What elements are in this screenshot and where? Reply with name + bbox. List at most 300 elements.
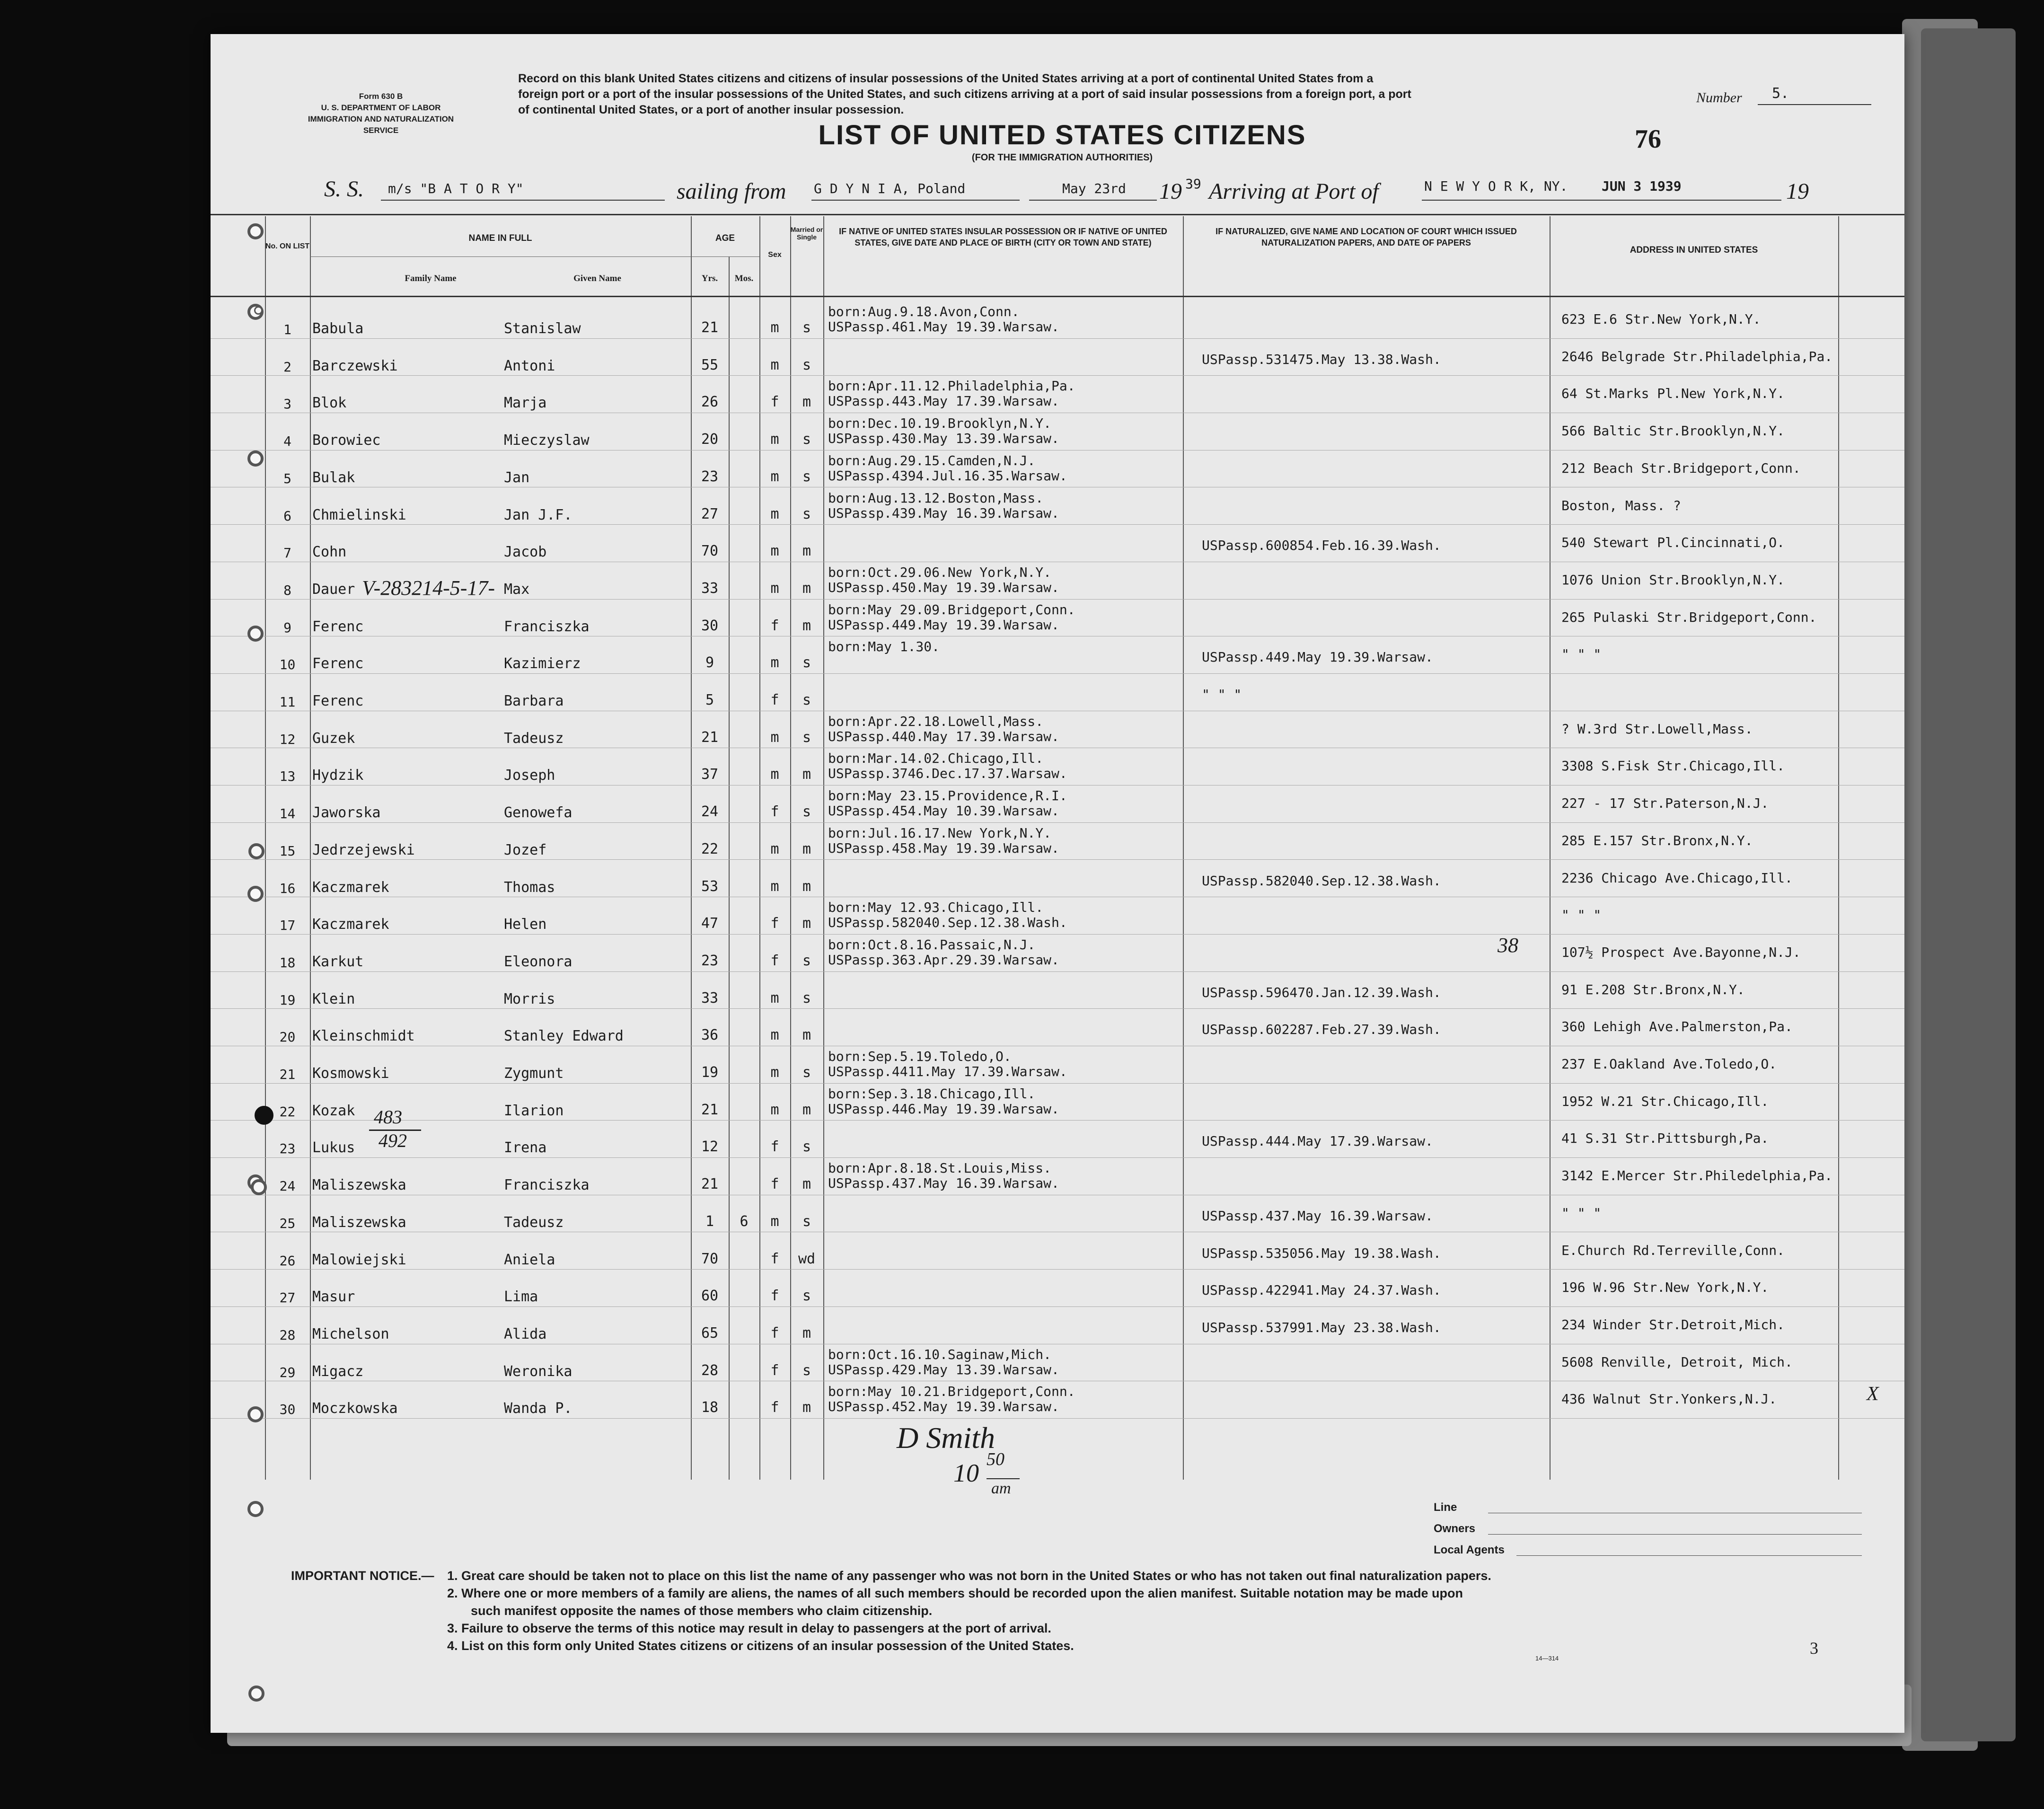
- table-top-rule: [211, 214, 1904, 215]
- sex: f: [770, 915, 779, 932]
- table-row: [211, 1195, 1904, 1233]
- row-number: 3: [283, 396, 291, 412]
- sex: m: [770, 1064, 779, 1081]
- address: 41 S.31 Str.Pittsburgh,Pa.: [1561, 1130, 1769, 1147]
- birth-info-line2: USPassp.454.May 10.39.Warsaw.: [828, 803, 1059, 819]
- given-name: Antoni: [504, 357, 555, 374]
- birth-info-line1: born:Aug.13.12.Boston,Mass.: [828, 490, 1044, 506]
- table-row: [211, 748, 1904, 785]
- address: 436 Walnut Str.Yonkers,N.J.: [1561, 1391, 1777, 1407]
- age-years: 21: [701, 319, 719, 336]
- table-row: [211, 450, 1904, 488]
- service-name: IMMIGRATION AND NATURALIZATION SERVICE: [308, 115, 454, 135]
- birth-info-line1: born:May 10.21.Bridgeport,Conn.: [828, 1384, 1075, 1400]
- birth-info-line1: born:Dec.10.19.Brooklyn,N.Y.: [828, 415, 1052, 432]
- form-code: 14—314: [1535, 1655, 1559, 1662]
- sex: m: [770, 989, 779, 1006]
- row-number: 27: [279, 1290, 296, 1306]
- trailing-year: 19: [1786, 179, 1809, 204]
- table-row: [211, 413, 1904, 450]
- number-label: Number: [1696, 90, 1742, 106]
- table-row: [211, 823, 1904, 860]
- marital-status: m: [802, 1101, 811, 1118]
- family-name: Michelson: [312, 1325, 389, 1342]
- birth-info-line1: born:Sep.3.18.Chicago,Ill.: [828, 1085, 1036, 1102]
- family-name: Migacz: [312, 1363, 364, 1380]
- row-number: 4: [283, 433, 291, 450]
- family-name: Chmielinski: [312, 506, 406, 523]
- row-number: 29: [279, 1364, 296, 1380]
- birth-info-line1: born:Aug.9.18.Avon,Conn.: [828, 304, 1020, 319]
- year-prefix: 19: [1159, 179, 1182, 204]
- marital-status: s: [802, 989, 811, 1006]
- table-row: [211, 1381, 1904, 1419]
- family-name: Bulak: [312, 469, 355, 486]
- table-row: [211, 1121, 1904, 1158]
- family-name: Ferenc: [312, 655, 364, 672]
- notice-item: 3. Failure to observe the terms of this notice may result in delay to passengers at the port of arrival.: [447, 1621, 1051, 1635]
- age-years: 53: [701, 878, 719, 895]
- sex: f: [770, 1176, 779, 1193]
- age-years: 28: [701, 1362, 719, 1379]
- age-years: 33: [701, 580, 719, 597]
- given-name: Morris: [504, 990, 555, 1007]
- age-years: 36: [701, 1027, 719, 1044]
- marital-status: s: [802, 1064, 811, 1081]
- address: 237 E.Oakland Ave.Toledo,O.: [1561, 1056, 1777, 1072]
- address: 285 E.157 Str.Bronx,N.Y.: [1561, 832, 1753, 848]
- family-name: Guzek: [312, 730, 355, 747]
- age-years: 26: [701, 394, 719, 411]
- passenger-table: [211, 216, 1904, 1480]
- address: 360 Lehigh Ave.Palmerston,Pa.: [1561, 1019, 1793, 1035]
- birth-info-line2: USPassp.446.May 19.39.Warsaw.: [828, 1101, 1059, 1117]
- family-name: Kozak: [312, 1102, 355, 1119]
- table-row: [211, 488, 1904, 525]
- table-row: [211, 1158, 1904, 1195]
- department-name: U. S. DEPARTMENT OF LABOR: [321, 103, 441, 112]
- sex: m: [770, 1213, 779, 1230]
- given-name: Irena: [504, 1139, 547, 1156]
- birth-info-line2: USPassp.450.May 19.39.Warsaw.: [828, 579, 1059, 595]
- address: 623 E.6 Str.New York,N.Y.: [1561, 311, 1761, 327]
- handwritten-number: 76: [1635, 124, 1661, 154]
- sex: m: [770, 468, 779, 485]
- birth-info-line2: USPassp.461.May 19.39.Warsaw.: [828, 319, 1059, 335]
- birth-info-line2: USPassp.3746.Dec.17.37.Warsaw.: [828, 766, 1067, 782]
- punch-hole: [247, 450, 264, 467]
- birth-info-line2: USPassp.458.May 19.39.Warsaw.: [828, 840, 1059, 856]
- age-years: 9: [705, 654, 714, 671]
- family-name: Kaczmarek: [312, 879, 389, 896]
- row-number: 12: [279, 731, 296, 747]
- given-name: Eleonora: [504, 953, 573, 970]
- given-name: Jan: [504, 469, 530, 486]
- row-number: 17: [279, 918, 296, 934]
- sex: m: [770, 654, 779, 671]
- marital-status: s: [802, 1362, 811, 1379]
- back-sheet: [1921, 28, 2016, 1741]
- age-years: 22: [701, 840, 719, 857]
- address: " " ": [1561, 646, 1602, 662]
- notice-item: 1. Great care should be taken not to place on this list the name of any passenger who was not born in the United States or who has not taken out final naturalization papers.: [447, 1569, 1491, 1583]
- family-name: Blok: [312, 395, 347, 412]
- punch-hole: [248, 1685, 264, 1702]
- birth-info-line2: USPassp.443.May 17.39.Warsaw.: [828, 393, 1059, 409]
- row-number: 23: [279, 1141, 296, 1157]
- marital-status: m: [802, 543, 811, 560]
- header-family-name: Family Name: [405, 274, 457, 283]
- marital-status: m: [802, 1176, 811, 1193]
- given-name: Barbara: [504, 693, 564, 709]
- birth-info-line2: USPassp.4411.May 17.39.Warsaw.: [828, 1064, 1067, 1079]
- table-row: [211, 972, 1904, 1009]
- family-name: Hydzik: [312, 767, 364, 784]
- given-name: Mieczyslaw: [504, 432, 590, 449]
- row-number: 28: [279, 1327, 296, 1343]
- cross-mark: X: [1867, 1383, 1879, 1405]
- address: 212 Beach Str.Bridgeport,Conn.: [1561, 460, 1801, 476]
- table-row: [211, 600, 1904, 637]
- table-row: [211, 376, 1904, 413]
- address: 91 E.208 Str.Bronx,N.Y.: [1561, 981, 1745, 997]
- header-native: IF NATIVE OF UNITED STATES INSULAR POSSESSION OR IF NATIVE OF UNITED STATES, GIVE DATE AND PLACE OF BIRTH (CITY OR TOWN AND STATE): [839, 227, 1167, 247]
- marital-status: s: [802, 692, 811, 708]
- row-number: 14: [279, 806, 296, 822]
- margin-number: 38: [1498, 934, 1518, 957]
- address: 265 Pulaski Str.Bridgeport,Conn.: [1561, 609, 1817, 625]
- given-name: Aniela: [504, 1251, 555, 1268]
- family-name: Cohn: [312, 544, 347, 561]
- row-number: 5: [283, 470, 291, 486]
- address: 3142 E.Mercer Str.Philedelphia,Pa.: [1561, 1168, 1833, 1184]
- age-years: 19: [701, 1064, 719, 1081]
- sex: f: [770, 803, 779, 821]
- given-name: Franciszka: [504, 1177, 590, 1194]
- naturalization-info: USPassp.449.May 19.39.Warsaw.: [1202, 649, 1433, 665]
- birth-info-line1: born:Mar.14.02.Chicago,Ill.: [828, 750, 1044, 767]
- address: 566 Baltic Str.Brooklyn,N.Y.: [1561, 423, 1785, 439]
- sailing-label: sailing from: [677, 179, 786, 204]
- from-port: G D Y N I A, Poland: [814, 181, 966, 196]
- row-number: 15: [279, 843, 296, 859]
- row-number: 8: [283, 582, 291, 598]
- naturalization-info: USPassp.537991.May 23.38.Wash.: [1202, 1319, 1441, 1335]
- marital-status: s: [802, 654, 811, 671]
- birth-info-line1: born:May 1.30.: [828, 639, 940, 655]
- dauer-annotation: V-283214-5-17-: [362, 576, 495, 600]
- family-name: Kaczmarek: [312, 916, 389, 933]
- form-number-block: [296, 91, 466, 136]
- family-name: Barczewski: [312, 357, 398, 374]
- ss-label: S. S.: [324, 176, 364, 202]
- sex: f: [770, 1288, 779, 1305]
- header-age: AGE: [715, 233, 735, 243]
- row-number: 7: [283, 545, 291, 561]
- marital-status: s: [802, 1288, 811, 1305]
- address: 540 Stewart Pl.Cincinnati,O.: [1561, 535, 1785, 551]
- address: E.Church Rd.Terreville,Conn.: [1561, 1242, 1785, 1258]
- notice-item: such manifest opposite the names of those members who claim citizenship.: [471, 1604, 933, 1618]
- table-row: [211, 785, 1904, 823]
- age-years: 23: [701, 468, 719, 485]
- sex: f: [770, 692, 779, 708]
- marital-status: s: [802, 1213, 811, 1230]
- arrival-port: N E W Y O R K, NY.: [1424, 178, 1568, 194]
- header-mos: Mos.: [734, 274, 754, 283]
- birth-info-line1: born:Oct.16.10.Saginaw,Mich.: [828, 1346, 1052, 1362]
- notice-item: 4. List on this form only United States citizens or citizens of an insular possession of the United States.: [447, 1639, 1074, 1653]
- sex: m: [770, 580, 779, 597]
- address: 64 St.Marks Pl.New York,N.Y.: [1561, 386, 1785, 402]
- sex: m: [770, 840, 779, 857]
- table-row: [211, 711, 1904, 749]
- sex: m: [770, 319, 779, 336]
- address: " " ": [1561, 907, 1602, 923]
- header-no: No. ON LIST: [265, 242, 310, 250]
- intro-line: foreign port or a port of the insular possessions of the United States, and such citizens arriving at a port of said insular possessions from a foreign port, a port: [518, 88, 1411, 101]
- row-number: 11: [279, 694, 296, 710]
- sex: f: [770, 1138, 779, 1156]
- intro-line: Record on this blank United States citizens and citizens of insular possessions of the United States arriving at a port of continental United States from a: [518, 72, 1374, 85]
- given-name: Joseph: [504, 767, 555, 784]
- kozak-annotation-bottom: 492: [379, 1130, 407, 1151]
- family-name: Klein: [312, 990, 355, 1007]
- given-name: Stanley Edward: [504, 1028, 624, 1045]
- age-years: 55: [701, 356, 719, 373]
- address: 234 Winder Str.Detroit,Mich.: [1561, 1316, 1785, 1332]
- family-name: Moczkowska: [312, 1400, 398, 1417]
- birth-info-line2: USPassp.449.May 19.39.Warsaw.: [828, 617, 1059, 633]
- punch-hole: [248, 843, 264, 859]
- table-row: [211, 301, 1904, 339]
- marital-status: s: [802, 356, 811, 373]
- ship-name: m/s "B A T O R Y": [388, 181, 524, 196]
- sex: f: [770, 1324, 779, 1341]
- sex: f: [770, 394, 779, 411]
- given-name: Weronika: [504, 1363, 573, 1380]
- table-row: [211, 860, 1904, 898]
- arriving-label: Arriving at Port of: [1209, 179, 1379, 204]
- birth-info-line1: born:Oct.8.16.Passaic,N.J.: [828, 936, 1036, 953]
- birth-info-line2: USPassp.440.May 17.39.Warsaw.: [828, 728, 1059, 744]
- marital-status: s: [802, 468, 811, 485]
- punch-hole: [247, 886, 264, 902]
- family-name: Jedrzejewski: [312, 841, 415, 858]
- page-subtitle: (FOR THE IMMIGRATION AUTHORITIES): [971, 152, 1153, 163]
- marital-status: wd: [798, 1250, 816, 1267]
- form-number: Form 630 B: [359, 92, 403, 101]
- sex: m: [770, 1101, 779, 1118]
- family-name: Ferenc: [312, 618, 364, 635]
- row-number: 18: [279, 954, 296, 971]
- naturalization-info: " " ": [1202, 687, 1242, 702]
- page-title: LIST OF UNITED STATES CITIZENS: [818, 120, 1306, 150]
- address: 107½ Prospect Ave.Bayonne,N.J.: [1561, 944, 1801, 960]
- given-name: Helen: [504, 916, 547, 933]
- marital-status: s: [802, 431, 811, 448]
- table-row: [211, 1233, 1904, 1270]
- notice-title: IMPORTANT NOTICE.—: [291, 1569, 434, 1583]
- sex: m: [770, 543, 779, 560]
- birth-info-line1: born:Apr.8.18.St.Louis,Miss.: [828, 1160, 1052, 1176]
- given-name: Stanislaw: [504, 320, 581, 337]
- marital-status: m: [802, 394, 811, 411]
- age-years: 12: [701, 1138, 719, 1156]
- given-name: Alida: [504, 1325, 547, 1342]
- marital-status: m: [802, 840, 811, 857]
- marital-status: s: [802, 729, 811, 746]
- given-name: Jacob: [504, 544, 547, 561]
- given-name: Franciszka: [504, 618, 590, 635]
- age-years: 70: [701, 543, 719, 560]
- punch-hole: [255, 1106, 273, 1125]
- marital-status: s: [802, 1138, 811, 1156]
- naturalization-info: USPassp.444.May 17.39.Warsaw.: [1202, 1133, 1433, 1149]
- given-name: Jan J.F.: [504, 506, 573, 523]
- sex: m: [770, 729, 779, 746]
- birth-info-line1: born:May 23.15.Providence,R.I.: [828, 788, 1067, 804]
- row-number: 20: [279, 1029, 296, 1045]
- birth-info-line1: born:Apr.11.12.Philadelphia,Pa.: [828, 378, 1075, 394]
- age-years: 20: [701, 431, 719, 448]
- birth-info-line1: born:Aug.29.15.Camden,N.J.: [828, 452, 1036, 468]
- page-number: 3: [1810, 1639, 1818, 1658]
- birth-info-line2: USPassp.437.May 16.39.Warsaw.: [828, 1175, 1059, 1191]
- family-name: Kleinschmidt: [312, 1028, 415, 1045]
- number-underline: [1758, 104, 1871, 105]
- header-address: ADDRESS IN UNITED STATES: [1630, 245, 1758, 255]
- age-years: 65: [701, 1324, 719, 1341]
- family-name: Maliszewska: [312, 1177, 406, 1194]
- sex: f: [770, 1362, 779, 1379]
- given-name: Lima: [504, 1288, 538, 1306]
- time-am: am: [991, 1480, 1011, 1497]
- age-years: 33: [701, 989, 719, 1006]
- address: 2646 Belgrade Str.Philadelphia,Pa.: [1561, 348, 1833, 364]
- given-name: Jozef: [504, 841, 547, 858]
- family-name: Kosmowski: [312, 1065, 389, 1082]
- voyage-line: [310, 176, 1900, 209]
- table-row: [211, 1084, 1904, 1121]
- punch-hole: [254, 306, 263, 315]
- birth-info-line2: USPassp.363.Apr.29.39.Warsaw.: [828, 952, 1059, 968]
- sex: f: [770, 1250, 779, 1267]
- sex: m: [770, 878, 779, 895]
- year-suffix: 39: [1185, 176, 1201, 192]
- birth-info-line1: born:Oct.29.06.New York,N.Y.: [828, 564, 1052, 580]
- family-name: Karkut: [312, 953, 364, 970]
- address: 227 - 17 Str.Paterson,N.J.: [1561, 795, 1769, 812]
- given-name: Zygmunt: [504, 1065, 564, 1082]
- given-name: Tadeusz: [504, 1214, 564, 1231]
- row-number: 13: [279, 768, 296, 785]
- birth-info-line2: USPassp.452.May 19.39.Warsaw.: [828, 1399, 1059, 1415]
- age-years: 5: [705, 692, 714, 708]
- local-agents-label: Local Agents: [1434, 1544, 1505, 1556]
- age-years: 23: [701, 952, 719, 969]
- row-number: 2: [283, 359, 291, 375]
- sex: m: [770, 505, 779, 522]
- naturalization-info: USPassp.437.May 16.39.Warsaw.: [1202, 1208, 1433, 1224]
- given-name: Genowefa: [504, 804, 573, 821]
- marital-status: m: [802, 766, 811, 783]
- given-name: Marja: [504, 395, 547, 412]
- birth-info-line1: born:Apr.22.18.Lowell,Mass.: [828, 713, 1044, 729]
- marital-status: m: [802, 617, 811, 634]
- age-years: 21: [701, 729, 719, 746]
- table-row: [211, 339, 1904, 376]
- sex: m: [770, 766, 779, 783]
- family-name: Borowiec: [312, 432, 381, 449]
- sex: m: [770, 356, 779, 373]
- marital-status: s: [802, 952, 811, 969]
- naturalization-info: USPassp.422941.May 24.37.Wash.: [1202, 1282, 1441, 1298]
- age-years: 27: [701, 505, 719, 522]
- age-years: 21: [701, 1176, 719, 1193]
- given-name: Max: [504, 581, 530, 598]
- family-name: Lukus: [312, 1139, 355, 1156]
- sex: f: [770, 617, 779, 634]
- table-row: [211, 1009, 1904, 1046]
- header-name-in-full: NAME IN FULL: [468, 233, 532, 243]
- table-row: [211, 935, 1904, 972]
- given-name: Tadeusz: [504, 730, 564, 747]
- arrival-stamp: JUN 3 1939: [1602, 178, 1682, 194]
- address: Boston, Mass. ?: [1561, 497, 1681, 513]
- row-number: 24: [279, 1178, 296, 1194]
- row-number: 9: [283, 619, 291, 635]
- line-label: Line: [1434, 1501, 1457, 1514]
- punch-hole: [251, 1179, 267, 1195]
- row-number: 19: [279, 992, 296, 1008]
- birth-info-line2: USPassp.429.May 13.39.Warsaw.: [828, 1361, 1059, 1377]
- table-row: [211, 1046, 1904, 1084]
- age-years: 21: [701, 1101, 719, 1118]
- naturalization-info: USPassp.600854.Feb.16.39.Wash.: [1202, 538, 1441, 554]
- naturalization-info: USPassp.602287.Feb.27.39.Wash.: [1202, 1022, 1441, 1038]
- table-row: [211, 1307, 1904, 1344]
- table-row: [211, 897, 1904, 935]
- age-years: 1: [705, 1213, 714, 1230]
- time-note: 10: [953, 1459, 979, 1487]
- birth-info-line1: born:May 29.09.Bridgeport,Conn.: [828, 601, 1075, 618]
- marital-status: m: [802, 580, 811, 597]
- marital-status: s: [802, 803, 811, 821]
- row-number: 26: [279, 1253, 296, 1269]
- age-years: 60: [701, 1288, 719, 1305]
- row-number: 1: [283, 322, 291, 337]
- birth-info-line1: born:Jul.16.17.New York,N.Y.: [828, 825, 1052, 841]
- naturalization-info: USPassp.531475.May 13.38.Wash.: [1202, 351, 1441, 367]
- family-name: Masur: [312, 1288, 355, 1306]
- family-name: Dauer: [312, 581, 355, 598]
- age-years: 18: [701, 1399, 719, 1416]
- naturalization-info: USPassp.535056.May 19.38.Wash.: [1202, 1245, 1441, 1261]
- signature: D Smith: [897, 1421, 995, 1455]
- row-number: 6: [283, 508, 291, 524]
- age-years: 70: [701, 1250, 719, 1267]
- sex: m: [770, 1027, 779, 1044]
- address: 1076 Union Str.Brooklyn,N.Y.: [1561, 572, 1785, 588]
- punch-hole: [247, 223, 264, 239]
- address: 5608 Renville, Detroit, Mich.: [1561, 1354, 1793, 1370]
- table-row: [211, 636, 1904, 674]
- family-name: Malowiejski: [312, 1251, 406, 1268]
- marital-status: m: [802, 878, 811, 895]
- given-name: Kazimierz: [504, 655, 581, 672]
- notice-item: 2. Where one or more members of a family are aliens, the names of all such members should be recorded upon the alien manifest. Suitable notation may be made upon: [447, 1586, 1463, 1600]
